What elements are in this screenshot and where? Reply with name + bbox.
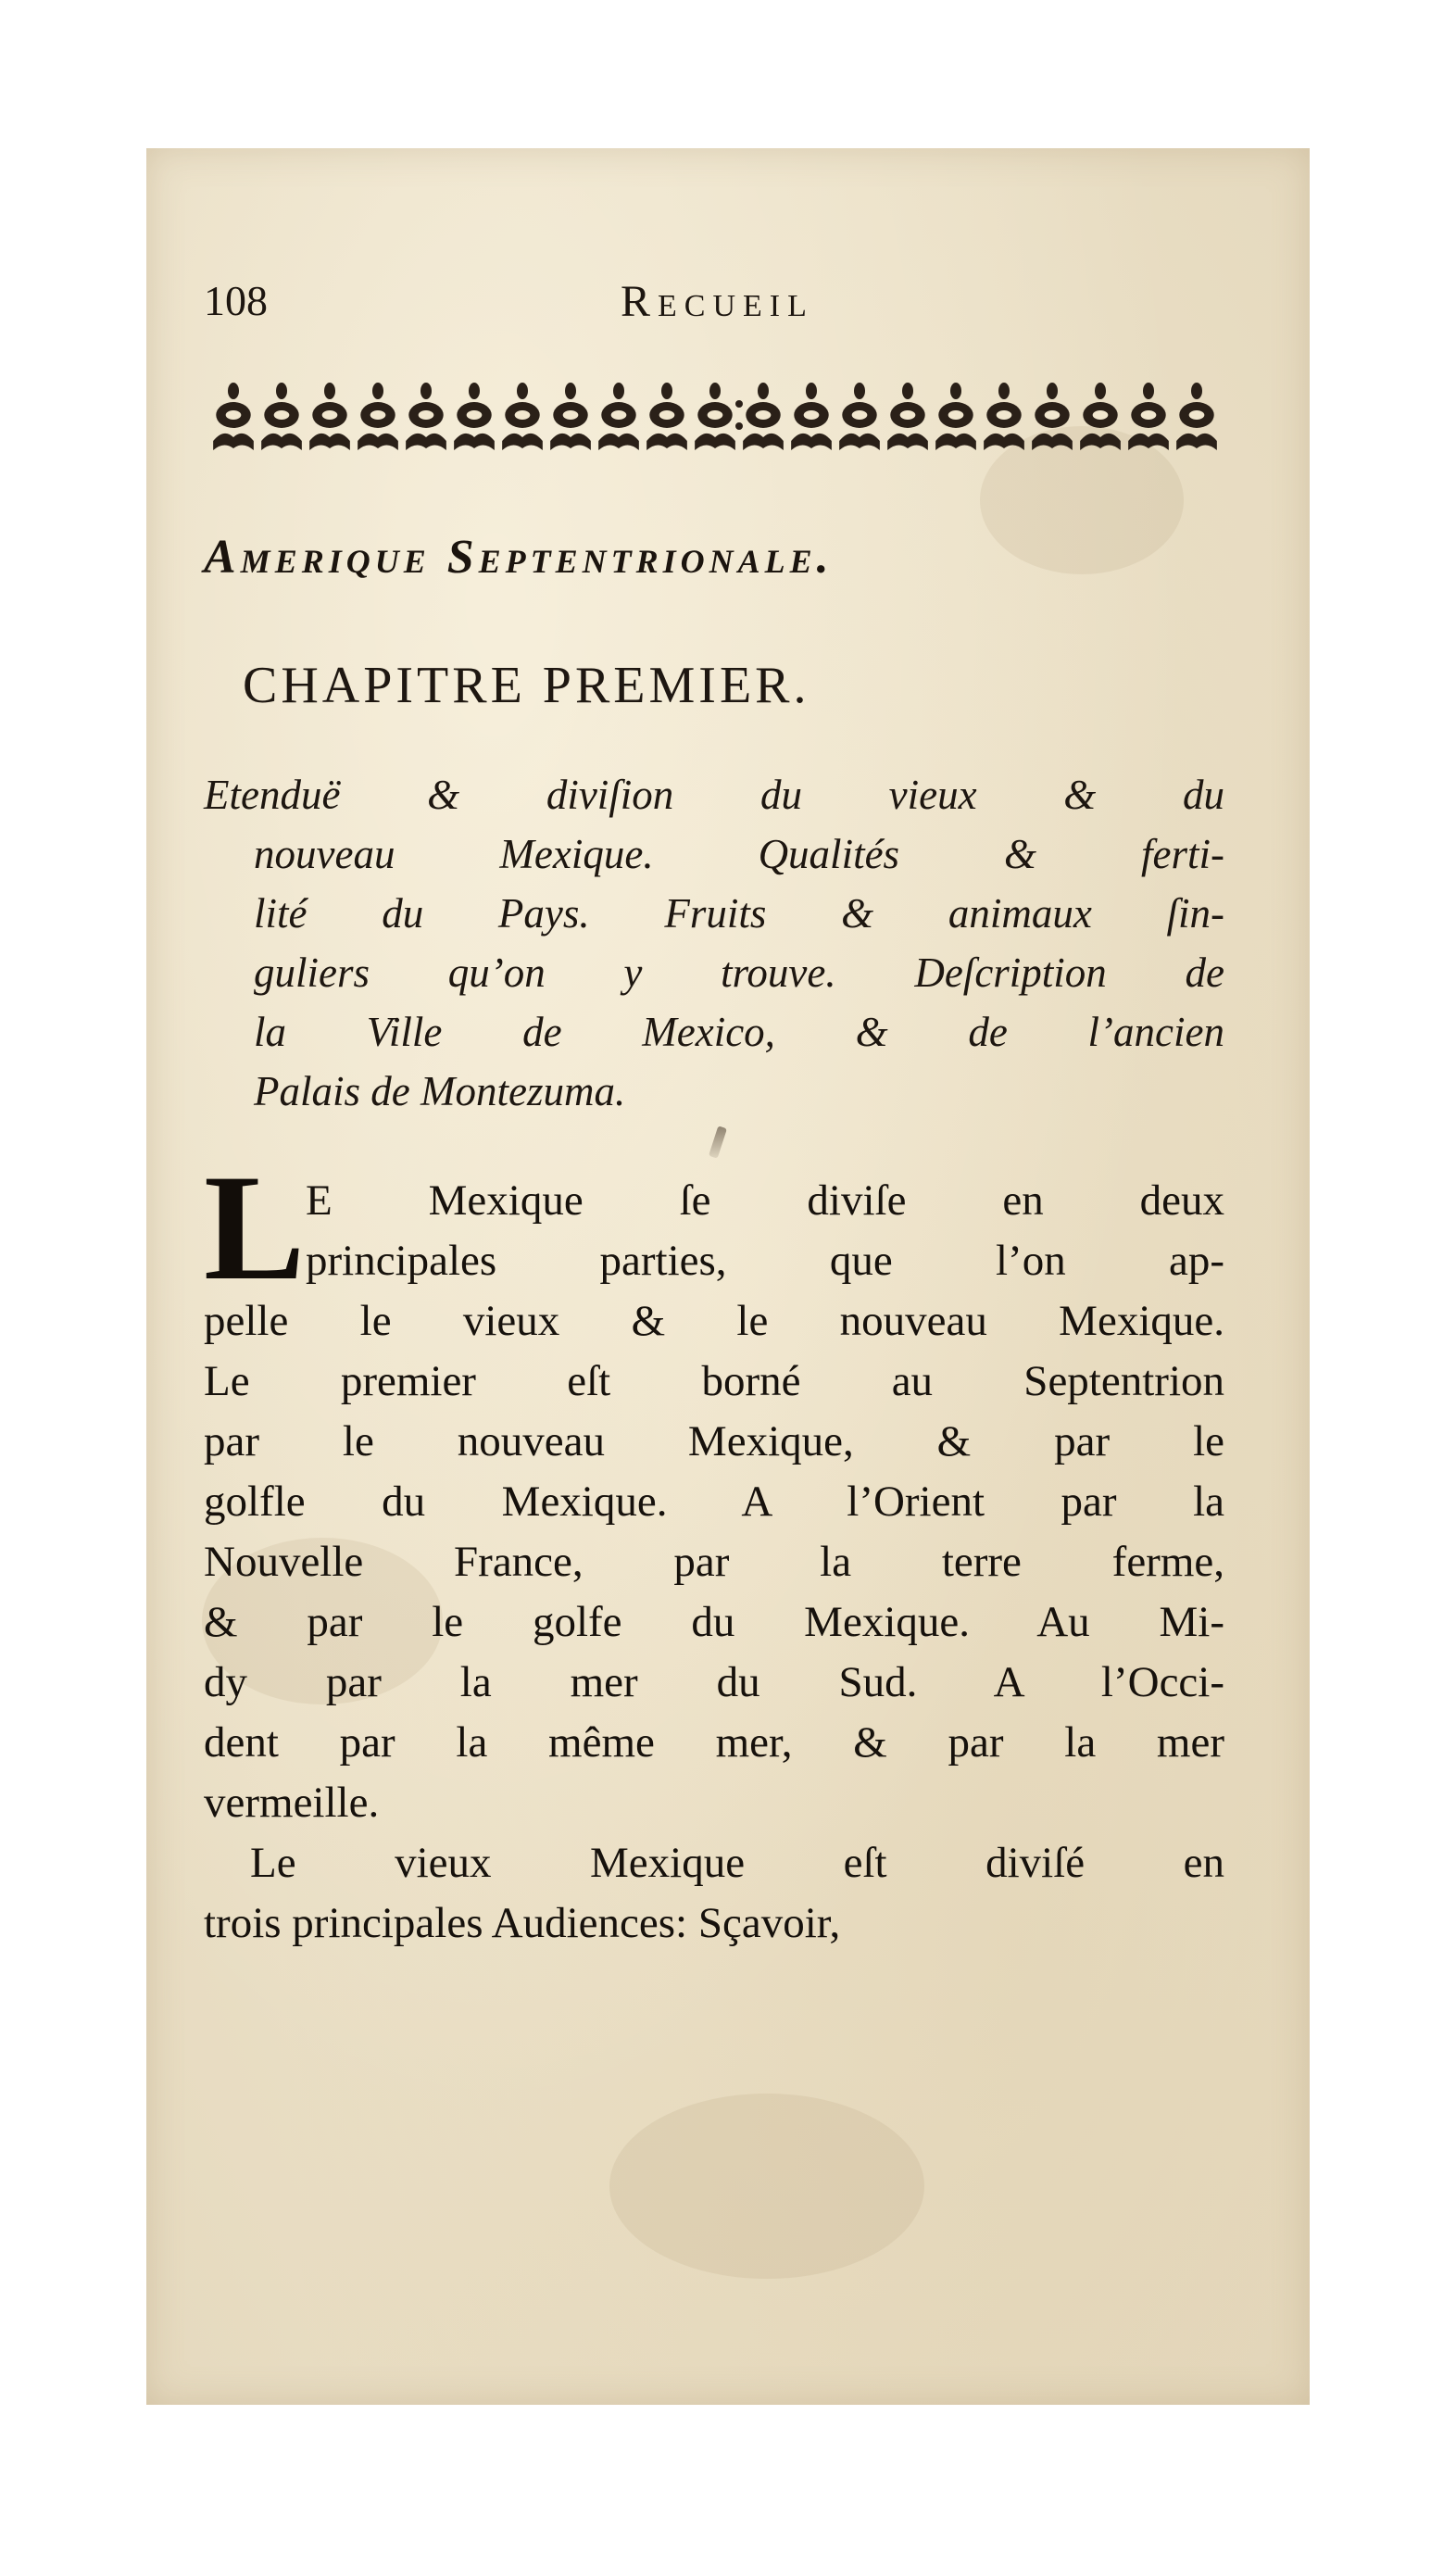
body-line: Le vieux Mexique eſt diviſé en [250,1839,1224,1887]
paper-stain [609,2094,924,2279]
fleuron-unit-icon [984,383,1024,450]
body-line: pelle le vieux & le nouveau Mexique. [204,1297,1224,1345]
fleuron-unit-icon [839,383,880,450]
ornament-dot-icon [735,400,743,408]
fleuron-ornament-icon [209,376,1221,459]
fleuron-unit-icon [743,383,784,450]
chapter-summary [204,765,1224,1121]
body-line: Nouvelle France, par la terre ferme, [204,1538,1224,1586]
body-line: golfle du Mexique. A l’Orient par la [204,1478,1224,1526]
summary-line: la Ville de Mexico, & de l’ancien [254,1009,1224,1055]
fleuron-unit-icon [309,383,350,450]
fleuron-unit-icon [406,383,446,450]
running-title: Recueil [621,277,814,326]
summary-line: Etenduë & diviſion du vieux & du [204,772,1224,818]
section-title: Amerique Septentrionale. [204,531,834,584]
fleuron-unit-icon [598,383,639,450]
fleuron-unit-icon [502,383,543,450]
fleuron-unit-icon [1176,383,1217,450]
ornament-dot-icon [735,422,743,430]
body-line: E Mexique ſe diviſe en deux [306,1176,1224,1225]
fleuron-unit-icon [261,383,302,450]
body-text [204,1144,1224,1954]
body-line: principales parties, que l’on ap- [306,1237,1224,1285]
fleuron-unit-icon [358,383,398,450]
fleuron-unit-icon [454,383,495,450]
summary-line: lité du Pays. Fruits & animaux ſin- [254,890,1224,937]
body-line: Le premier eſt borné au Septentrion [204,1357,1224,1405]
fleuron-unit-icon [791,383,832,450]
fleuron-unit-icon [550,383,591,450]
fleuron-unit-icon [213,383,254,450]
body-line: & par le golfe du Mexique. Au Mi- [204,1598,1224,1646]
drop-cap: L [204,1144,306,1312]
page-number: 108 [204,277,268,324]
chapter-title: CHAPITRE PREMIER. [243,657,810,714]
body-line: par le nouveau Mexique, & par le [204,1417,1224,1465]
fleuron-unit-icon [1032,383,1073,450]
summary-line: Palais de Montezuma. [254,1068,626,1114]
fleuron-unit-icon [695,383,735,450]
fleuron-unit-icon [1080,383,1121,450]
fleuron-unit-icon [1128,383,1169,450]
body-line: trois principales Audiences: Sçavoir, [204,1899,841,1947]
summary-line: guliers qu’on y trouve. Deſcription de [254,950,1224,996]
body-line: vermeille. [204,1779,380,1827]
body-line: dy par la mer du Sud. A l’Occi- [204,1658,1224,1706]
body-line: dent par la même mer, & par la mer [204,1718,1224,1767]
running-head [204,276,1223,332]
fleuron-unit-icon [935,383,976,450]
fleuron-unit-icon [887,383,928,450]
summary-line: nouveau Mexique. Qualités & ferti- [254,831,1224,877]
fleuron-unit-icon [646,383,687,450]
